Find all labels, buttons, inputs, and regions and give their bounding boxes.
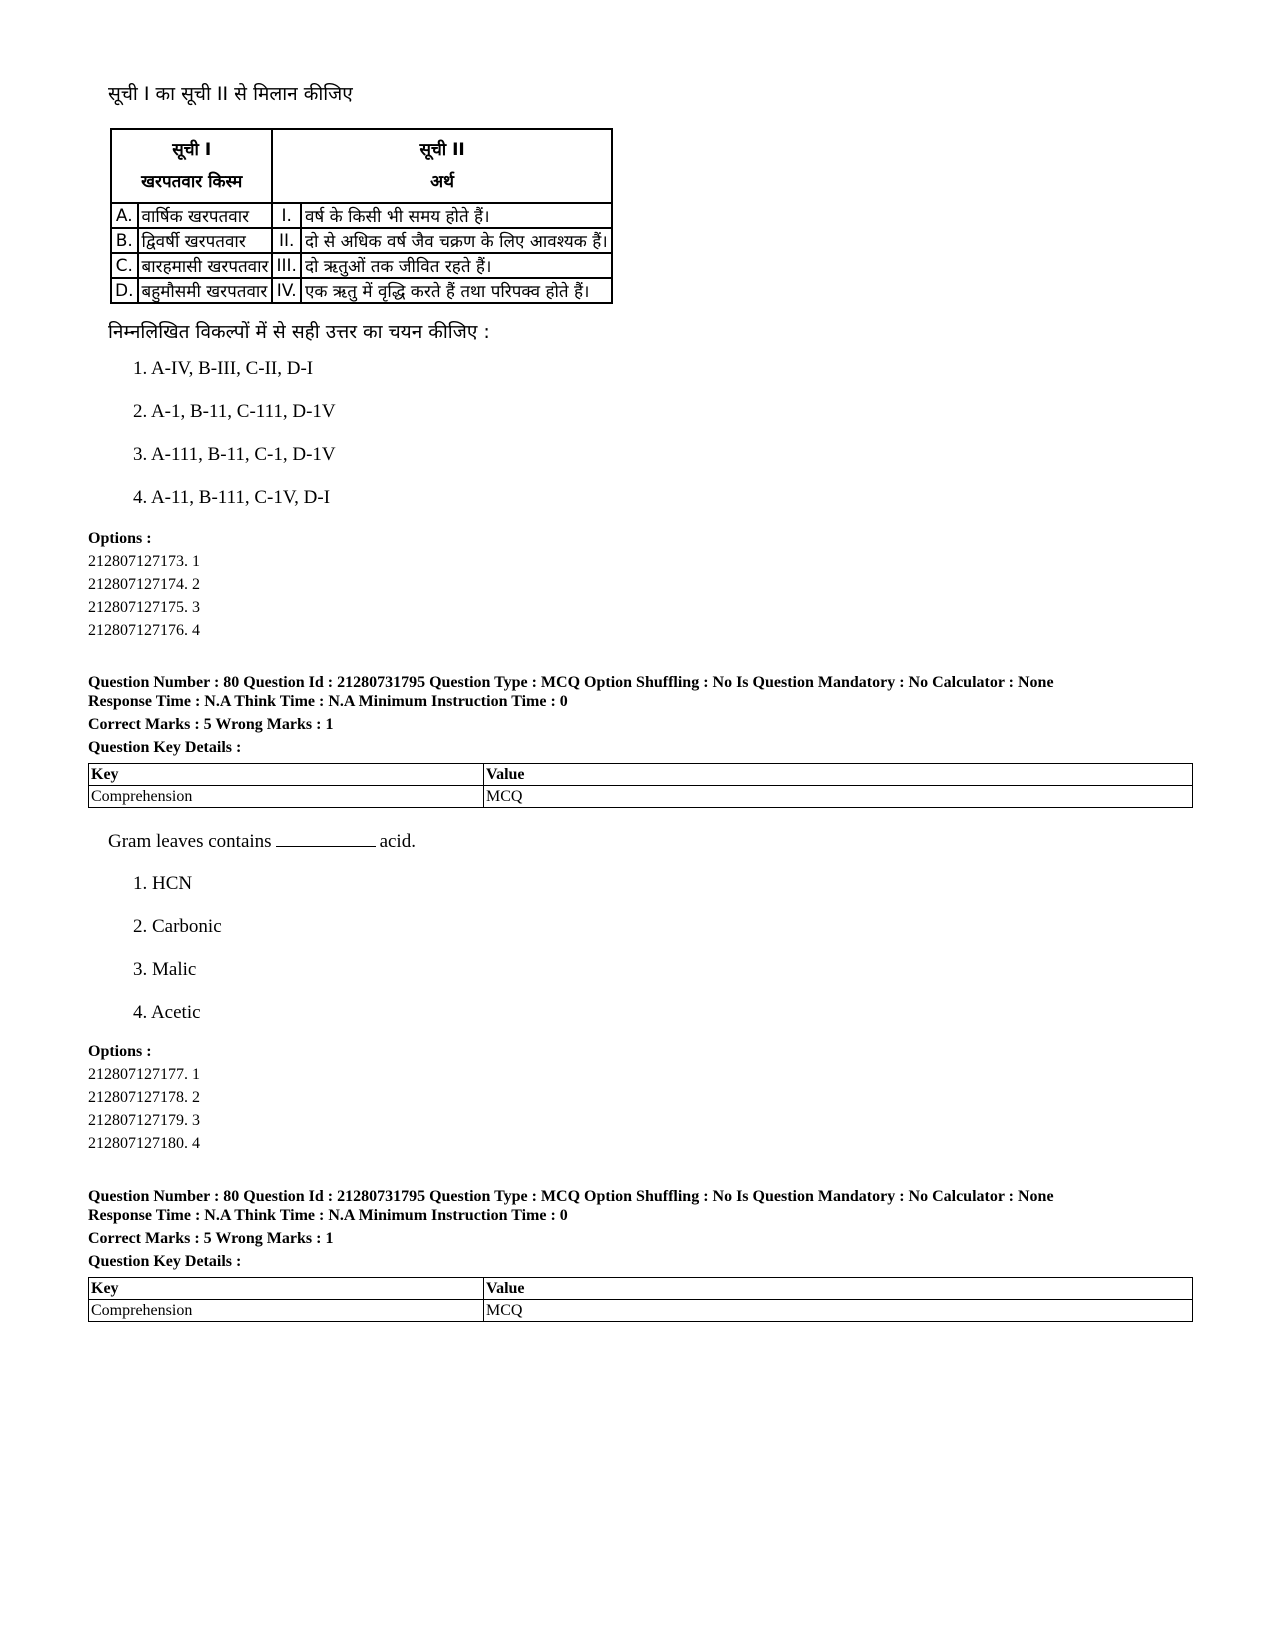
option-id: 212807127180. 4	[88, 1135, 200, 1152]
question-meta: Question Number : 80 Question Id : 21280731795 Question Type : MCQ Option Shuffling : No Is Question Mandatory : No Calculator : None	[88, 674, 1054, 691]
choice-4: 4. A-11, B-111, C-1V, D-I	[133, 487, 331, 508]
question-meta-times: Response Time : N.A Think Time : N.A Minimum Instruction Time : 0	[88, 693, 568, 710]
choice-2: 2. Carbonic	[133, 916, 222, 937]
key-details-label: Question Key Details :	[88, 739, 242, 756]
marks-line: Correct Marks : 5 Wrong Marks : 1	[88, 716, 334, 733]
table-row: C. बारहमासी खरपतवार III. दो ऋतुओं तक जीवित रहते हैं।	[111, 253, 612, 278]
choice-3: 3. Malic	[133, 959, 197, 980]
option-id: 212807127178. 2	[88, 1089, 200, 1106]
option-id: 212807127173. 1	[88, 553, 200, 570]
table-row: Key Value	[89, 764, 1193, 786]
choice-4: 4. Acetic	[133, 1002, 201, 1023]
choice-1: 1. A-IV, B-III, C-II, D-I	[133, 358, 314, 379]
table-row: A. वार्षिक खरपतवार I. वर्ष के किसी भी समय होते हैं।	[111, 203, 612, 228]
table-row: Comprehension MCQ	[89, 1300, 1193, 1322]
key-table	[88, 1277, 1193, 1322]
question-stem: Gram leaves contains acid.	[108, 831, 416, 852]
option-id: 212807127175. 3	[88, 599, 200, 616]
list1-header: सूची I खरपतवार किस्म	[111, 129, 272, 203]
choice-3: 3. A-111, B-11, C-1, D-1V	[133, 444, 336, 465]
choice-2: 2. A-1, B-11, C-111, D-1V	[133, 401, 336, 422]
blank-line	[276, 830, 376, 847]
option-id: 212807127174. 2	[88, 576, 200, 593]
options-label: Options :	[88, 530, 152, 547]
marks-line: Correct Marks : 5 Wrong Marks : 1	[88, 1230, 334, 1247]
question-meta: Question Number : 80 Question Id : 21280731795 Question Type : MCQ Option Shuffling : No Is Question Mandatory : No Calculator : None	[88, 1188, 1054, 1205]
question-title: सूची I का सूची II से मिलान कीजिए	[108, 83, 353, 105]
options-label: Options :	[88, 1043, 152, 1060]
option-id: 212807127179. 3	[88, 1112, 200, 1129]
table-row: D. बहुमौसमी खरपतवार IV. एक ऋतु में वृद्धि करते हैं तथा परिपक्व होते हैं।	[111, 278, 612, 303]
question-meta-times: Response Time : N.A Think Time : N.A Minimum Instruction Time : 0	[88, 1207, 568, 1224]
option-id: 212807127176. 4	[88, 622, 200, 639]
table-row: Comprehension MCQ	[89, 786, 1193, 808]
instruction: निम्नलिखित विकल्पों में से सही उत्तर का चयन कीजिए :	[108, 321, 490, 343]
choice-1: 1. HCN	[133, 873, 193, 894]
match-table	[110, 128, 613, 304]
option-id: 212807127177. 1	[88, 1066, 200, 1083]
table-row: B. द्विवर्षी खरपतवार II. दो से अधिक वर्ष जैव चक्रण के लिए आवश्यक हैं।	[111, 228, 612, 253]
key-table	[88, 763, 1193, 808]
key-details-label: Question Key Details :	[88, 1253, 242, 1270]
list2-header: सूची II अर्थ	[272, 129, 611, 203]
table-row: Key Value	[89, 1278, 1193, 1300]
